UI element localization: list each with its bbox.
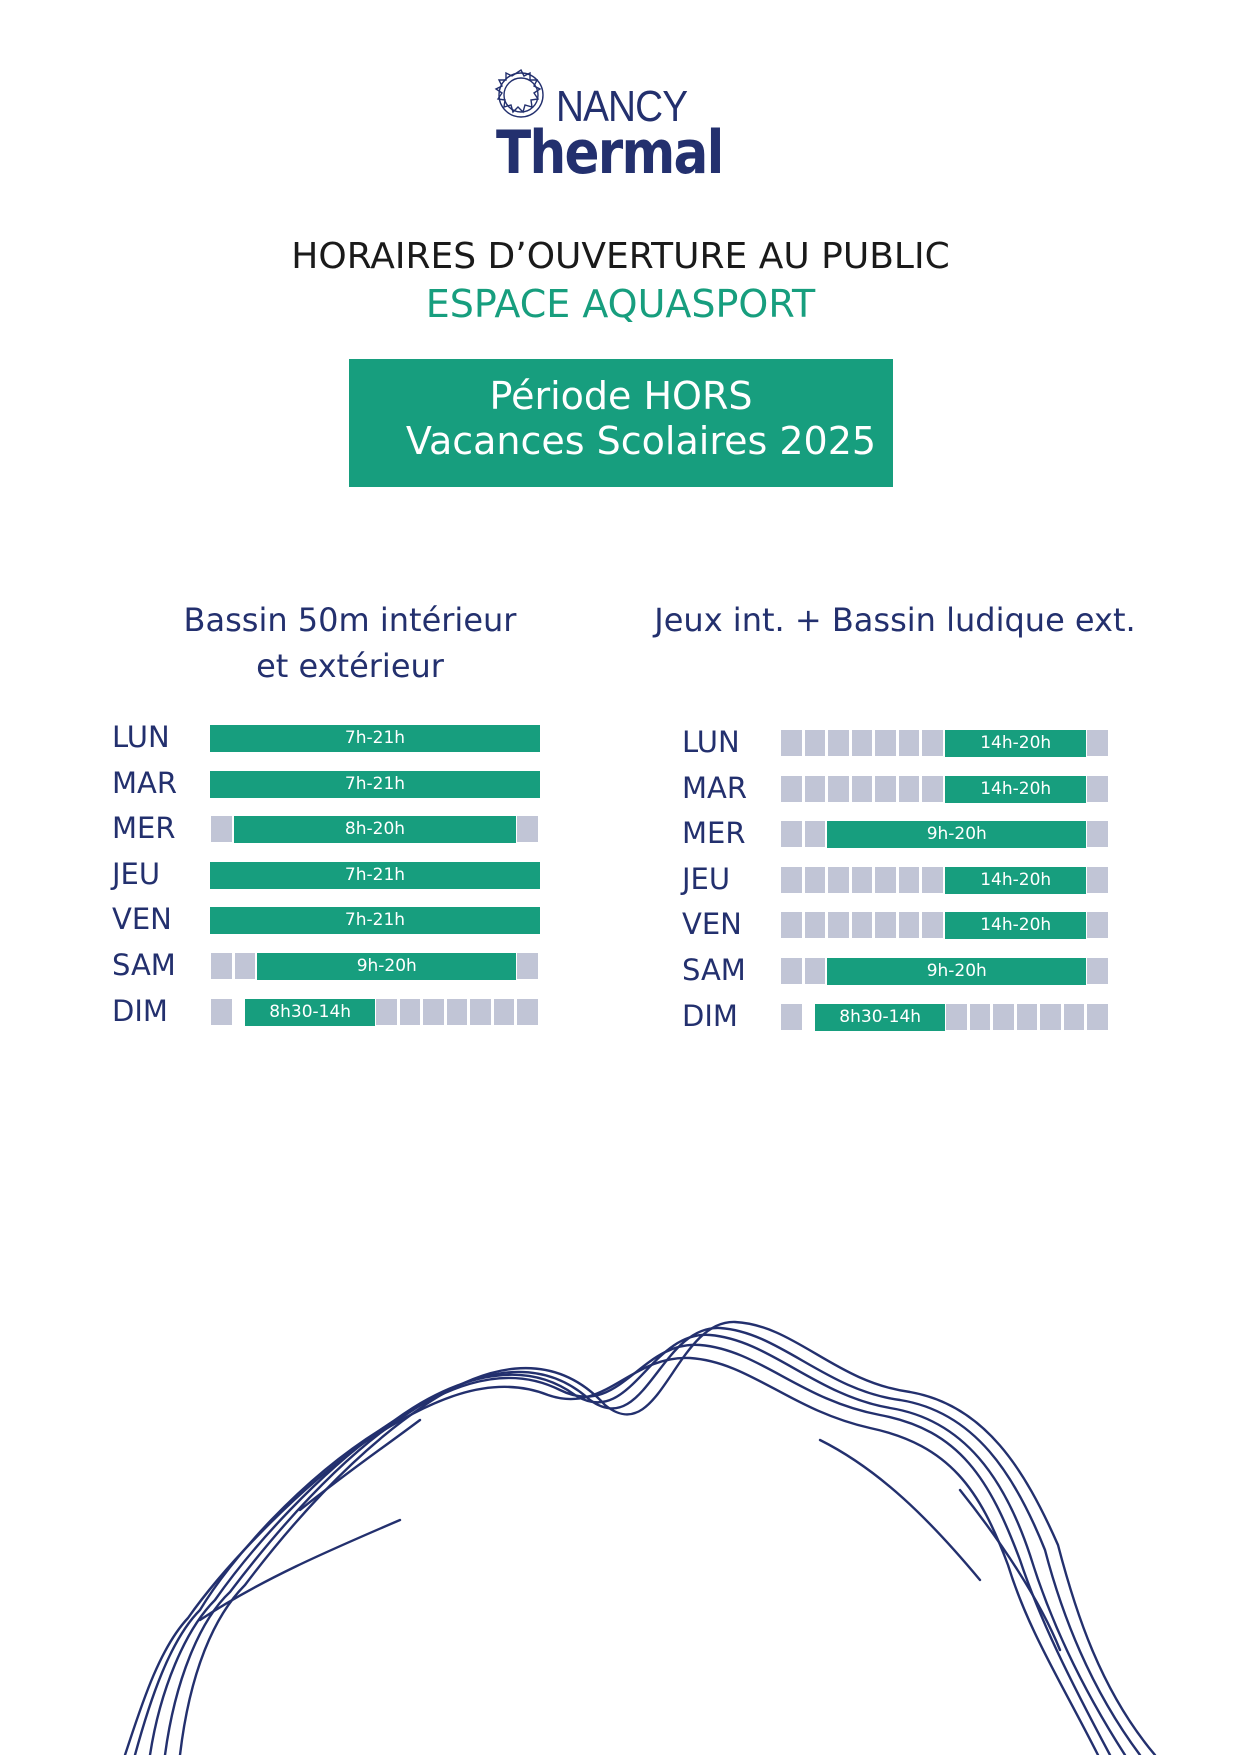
opening-hours-bar: 14h-20h — [945, 776, 1086, 803]
schedule-title-jeux — [650, 597, 1140, 643]
opening-hours-bar: 8h30-14h — [815, 1004, 945, 1031]
day-label-sam: SAM — [682, 953, 746, 987]
page-title: HORAIRES D’OUVERTURE AU PUBLIC — [291, 236, 950, 277]
closed-hour-slot — [1040, 1004, 1061, 1030]
day-label-mer: MER — [112, 811, 176, 845]
closed-hour-slot — [400, 999, 421, 1025]
opening-hours-bar: 8h30-14h — [245, 999, 375, 1026]
opening-hours-bar: 14h-20h — [945, 912, 1086, 939]
closed-hour-slot — [517, 999, 538, 1025]
closed-hour-slot — [1087, 730, 1108, 756]
closed-hour-slot — [211, 999, 232, 1025]
closed-hour-slot — [922, 776, 943, 802]
closed-hour-slot — [1087, 1004, 1108, 1030]
closed-hour-slot — [517, 816, 538, 842]
closed-hour-slot — [781, 912, 802, 938]
schedule-title-line-2: et extérieur — [256, 647, 444, 685]
closed-hour-slot — [1087, 821, 1108, 847]
logo-brand-bottom: Thermal — [496, 118, 723, 188]
closed-hour-slot — [1087, 958, 1108, 984]
period-line-1: Période HORS — [489, 374, 753, 418]
closed-hour-slot — [781, 821, 802, 847]
day-label-lun: LUN — [682, 725, 740, 759]
closed-hour-slot — [805, 776, 826, 802]
closed-hour-slot — [235, 953, 256, 979]
opening-hours-bar: 7h-21h — [210, 907, 540, 934]
period-banner — [349, 359, 893, 487]
opening-hours-bar: 9h-20h — [257, 953, 516, 980]
opening-hours-bar: 14h-20h — [945, 867, 1086, 894]
closed-hour-slot — [517, 953, 538, 979]
closed-hour-slot — [805, 821, 826, 847]
day-label-sam: SAM — [112, 948, 176, 982]
closed-hour-slot — [805, 867, 826, 893]
closed-hour-slot — [447, 999, 468, 1025]
schedule-title-bassin-50m — [150, 597, 550, 689]
closed-hour-slot — [946, 1004, 967, 1030]
closed-hour-slot — [470, 999, 491, 1025]
closed-hour-slot — [494, 999, 515, 1025]
day-label-dim: DIM — [682, 999, 738, 1033]
closed-hour-slot — [781, 730, 802, 756]
closed-hour-slot — [875, 776, 896, 802]
closed-hour-slot — [922, 730, 943, 756]
closed-hour-slot — [899, 867, 920, 893]
closed-hour-slot — [423, 999, 444, 1025]
closed-hour-slot — [828, 867, 849, 893]
period-line-2: Vacances Scolaires 2025 — [405, 419, 877, 463]
ornamental-ring-icon — [490, 64, 552, 126]
opening-hours-bar: 9h-20h — [827, 958, 1086, 985]
schedule-title-line-1: Jeux int. + Bassin ludique ext. — [654, 601, 1136, 639]
day-label-mar: MAR — [682, 771, 748, 805]
closed-hour-slot — [828, 912, 849, 938]
closed-hour-slot — [899, 776, 920, 802]
closed-hour-slot — [993, 1004, 1014, 1030]
closed-hour-slot — [852, 776, 873, 802]
closed-hour-slot — [899, 912, 920, 938]
closed-hour-slot — [970, 1004, 991, 1030]
schedule-title-line-1: Bassin 50m intérieur — [183, 601, 517, 639]
logo-brand-top: NANCY — [556, 82, 688, 131]
opening-hours-bar: 7h-21h — [210, 771, 540, 798]
closed-hour-slot — [211, 816, 232, 842]
closed-hour-slot — [376, 999, 397, 1025]
closed-hour-slot — [828, 776, 849, 802]
nancy-thermal-logo — [490, 62, 740, 192]
day-label-jeu: JEU — [112, 857, 161, 891]
closed-hour-slot — [1087, 867, 1108, 893]
opening-hours-bar: 7h-21h — [210, 725, 540, 752]
closed-hour-slot — [899, 730, 920, 756]
day-label-mar: MAR — [112, 766, 178, 800]
closed-hour-slot — [1087, 776, 1108, 802]
closed-hour-slot — [781, 867, 802, 893]
closed-hour-slot — [1017, 1004, 1038, 1030]
closed-hour-slot — [875, 730, 896, 756]
day-label-dim: DIM — [112, 994, 168, 1028]
closed-hour-slot — [922, 867, 943, 893]
closed-hour-slot — [852, 867, 873, 893]
day-label-jeu: JEU — [682, 862, 731, 896]
day-label-ven: VEN — [112, 902, 172, 936]
day-label-lun: LUN — [112, 720, 170, 754]
closed-hour-slot — [1064, 1004, 1085, 1030]
opening-hours-bar: 7h-21h — [210, 862, 540, 889]
closed-hour-slot — [805, 912, 826, 938]
closed-hour-slot — [781, 776, 802, 802]
day-label-mer: MER — [682, 816, 746, 850]
closed-hour-slot — [211, 953, 232, 979]
closed-hour-slot — [852, 912, 873, 938]
closed-hour-slot — [875, 867, 896, 893]
closed-hour-slot — [875, 912, 896, 938]
closed-hour-slot — [805, 730, 826, 756]
closed-hour-slot — [828, 730, 849, 756]
closed-hour-slot — [852, 730, 873, 756]
closed-hour-slot — [805, 958, 826, 984]
opening-hours-bar: 9h-20h — [827, 821, 1086, 848]
closed-hour-slot — [1087, 912, 1108, 938]
closed-hour-slot — [922, 912, 943, 938]
wreath-illustration — [0, 1320, 1241, 1755]
closed-hour-slot — [781, 958, 802, 984]
day-label-ven: VEN — [682, 907, 742, 941]
opening-hours-bar: 14h-20h — [945, 730, 1086, 757]
closed-hour-slot — [781, 1004, 802, 1030]
opening-hours-bar: 8h-20h — [234, 816, 517, 843]
page-subtitle: ESPACE AQUASPORT — [425, 282, 816, 326]
